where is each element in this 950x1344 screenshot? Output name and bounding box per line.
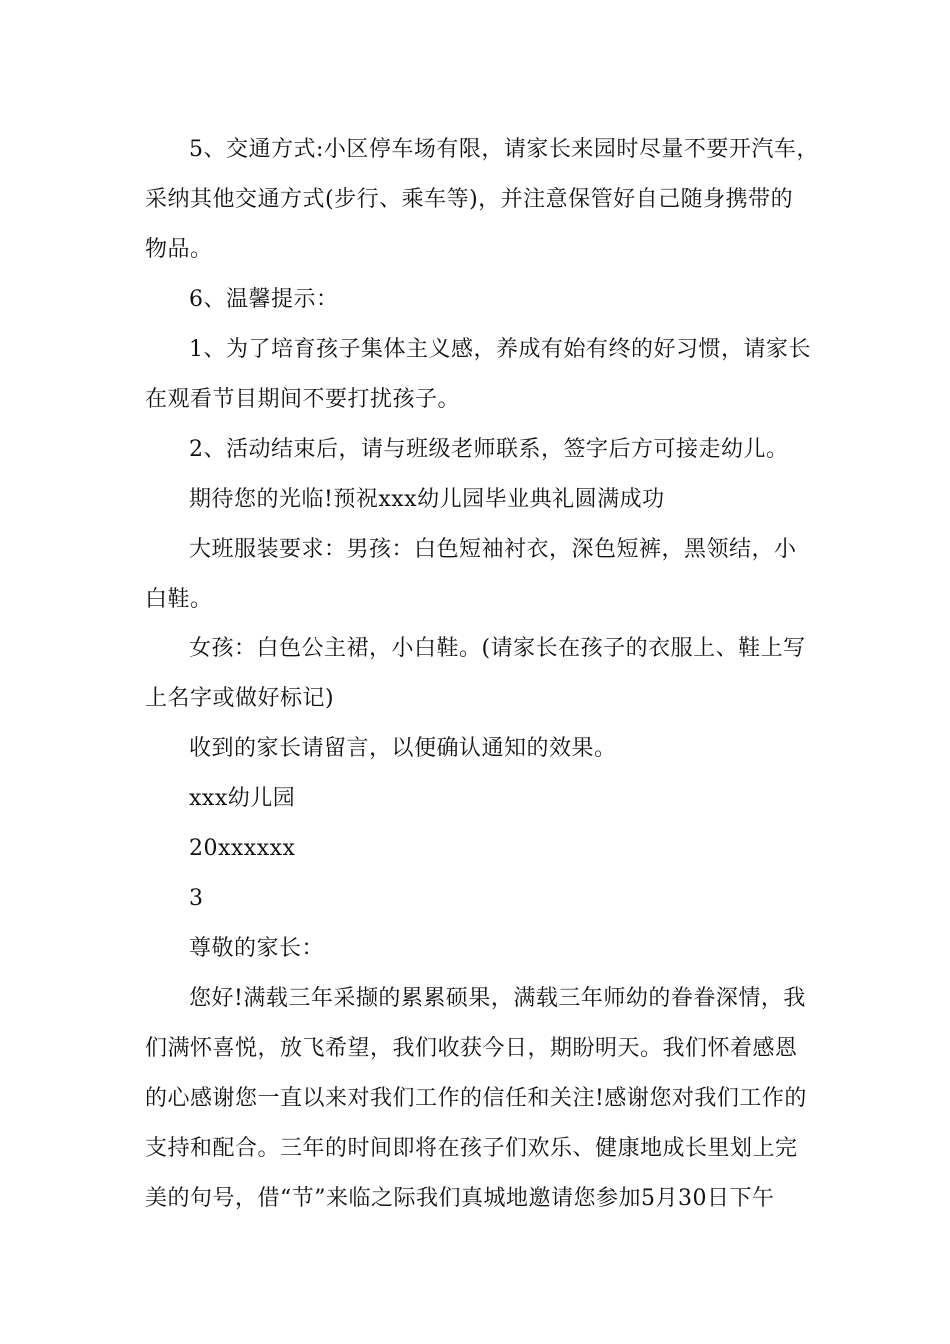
signature-org: xxx幼儿园 <box>189 786 296 811</box>
section-number: 3 <box>189 886 204 911</box>
paragraph-line: 6、温馨提示： <box>189 287 339 312</box>
paragraph-line: 大班服装要求：男孩：白色短袖衬衣，深色短裤，黑领结，小 <box>189 537 797 562</box>
paragraph-line: 2、活动结束后，请与班级老师联系，签字后方可接走幼儿。 <box>189 437 789 462</box>
paragraph-line: 们满怀喜悦，放飞希望，我们收获今日，期盼明天。我们怀着感恩 <box>145 1036 798 1061</box>
paragraph-line: 美的句号，借“节”来临之际我们真城地邀请您参加5月30日下午 <box>145 1186 775 1211</box>
paragraph-line: 采纳其他交通方式(步行、乘车等)，并注意保管好自己随身携带的 <box>145 187 794 212</box>
paragraph-line: 女孩：白色公主裙，小白鞋。(请家长在孩子的衣服上、鞋上写 <box>189 636 806 661</box>
paragraph-line: 白鞋。 <box>145 587 213 612</box>
paragraph-line: 期待您的光临!预祝xxx幼儿园毕业典礼圆满成功 <box>189 487 665 512</box>
signature-date: 20xxxxxx <box>189 836 296 861</box>
paragraph-line: 收到的家长请留言，以便确认通知的效果。 <box>189 736 617 761</box>
paragraph-line: 的心感谢您一直以来对我们工作的信任和关注!感谢您对我们工作的 <box>145 1086 807 1111</box>
paragraph-line: 1、为了培育孩子集体主义感，养成有始有终的好习惯，请家长 <box>189 337 811 362</box>
paragraph-line: 支持和配合。三年的时间即将在孩子们欢乐、健康地成长里划上完 <box>145 1136 798 1161</box>
paragraph-line: 上名字或做好标记) <box>145 686 335 711</box>
paragraph-line: 在观看节目期间不要打扰孩子。 <box>145 387 461 412</box>
paragraph-line: 5、交通方式:小区停车场有限，请家长来园时尽量不要开汽车， <box>189 137 819 162</box>
salutation: 尊敬的家长： <box>189 936 325 961</box>
paragraph-line: 物品。 <box>145 237 213 262</box>
paragraph-line: 您好!满载三年采撷的累累硕果，满载三年师幼的眷眷深情，我 <box>189 986 806 1011</box>
